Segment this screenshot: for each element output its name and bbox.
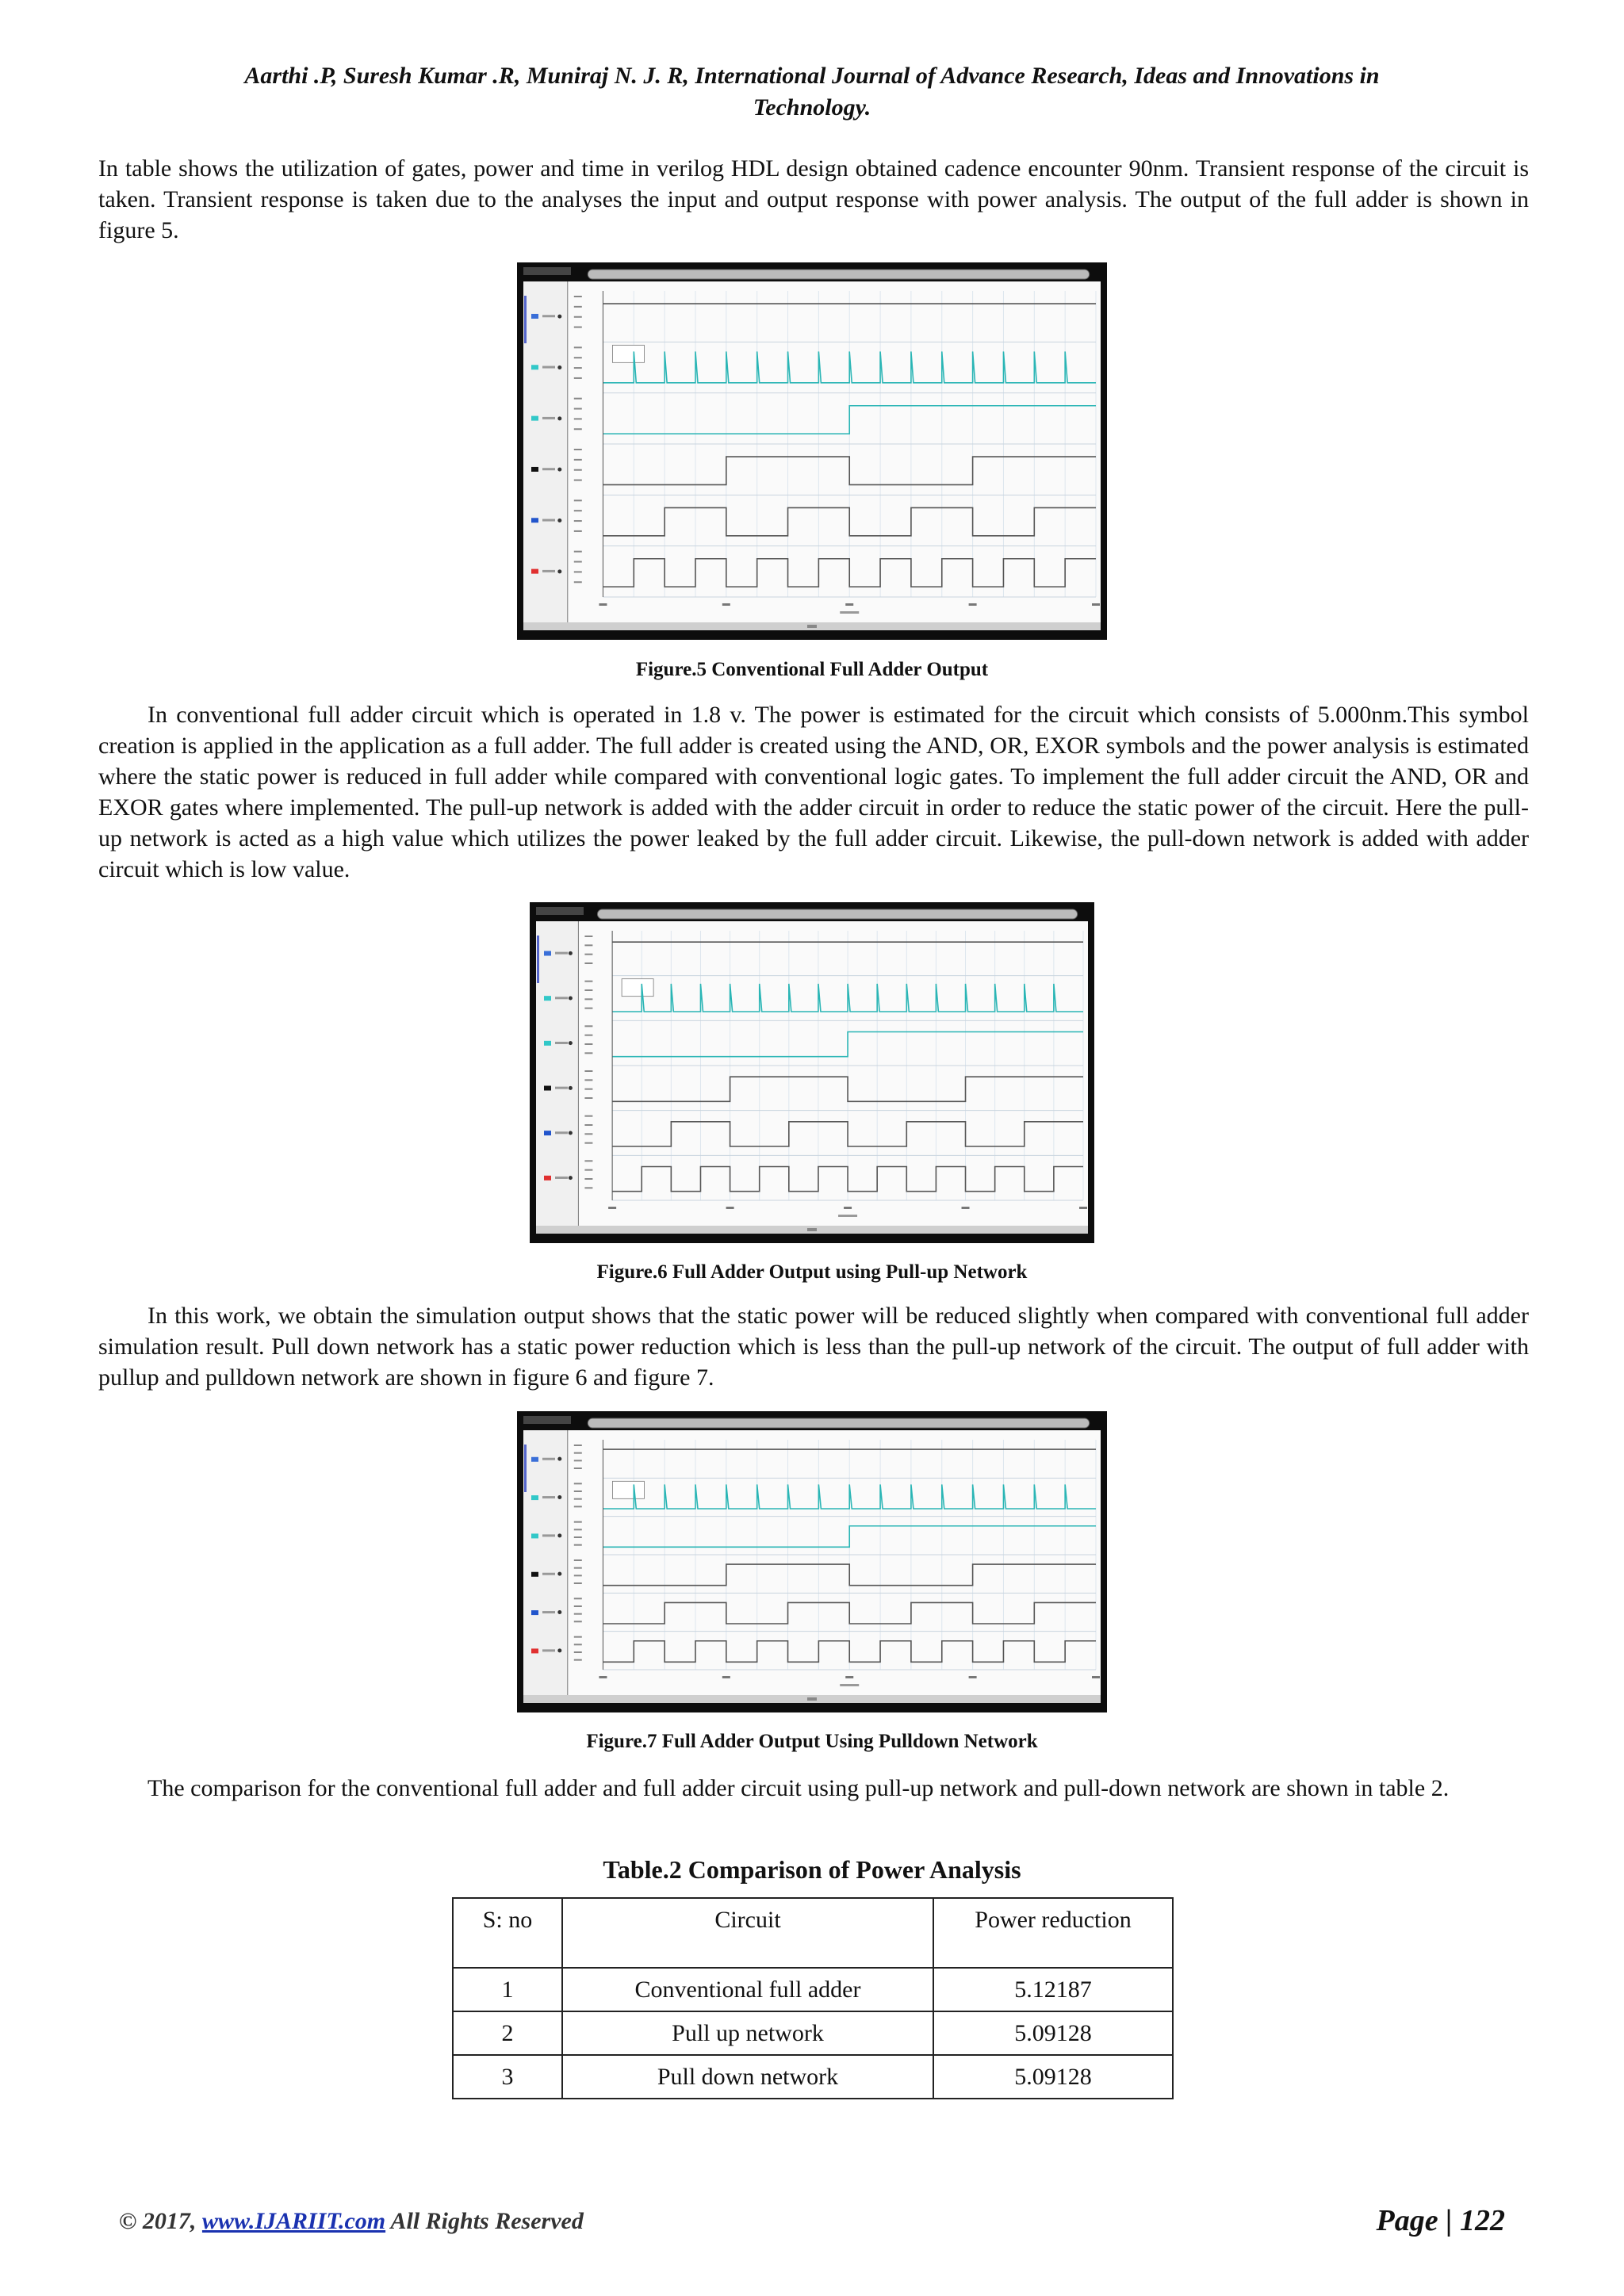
figure-7-caption: Figure.7 Full Adder Output Using Pulldown Network bbox=[586, 1731, 1038, 1752]
table-header-row bbox=[453, 1898, 1173, 1968]
cell-sno: 2 bbox=[453, 2011, 562, 2055]
figure-5-caption: Figure.5 Conventional Full Adder Output bbox=[635, 659, 989, 680]
figure-6-waveform bbox=[530, 902, 1094, 1243]
cell-circuit: Conventional full adder bbox=[562, 1968, 933, 2011]
col-header-sno: S: no bbox=[453, 1898, 562, 1968]
table-row bbox=[453, 1968, 1173, 2011]
table-row bbox=[453, 2011, 1173, 2055]
waveform-viewer bbox=[517, 262, 1107, 640]
copyright-suffix: All Rights Reserved bbox=[385, 2208, 584, 2234]
cell-sno: 1 bbox=[453, 1968, 562, 2011]
power-comparison-table bbox=[452, 1897, 1174, 2099]
figure-7-waveform bbox=[517, 1411, 1107, 1712]
paragraph-3: In this work, we obtain the simulation output shows that the static power will be reduced slightly when compared with conventional full adder simulation result. Pull down network has a static power reduction which is less than the pull-up network of the circuit. The output of full adder with pullup and pulldown network are shown in figure 6 and figure 7. bbox=[98, 1303, 1529, 1391]
copyright-prefix: © 2017, bbox=[119, 2208, 202, 2234]
cell-power: 5.09128 bbox=[933, 2055, 1173, 2099]
figure-5-waveform bbox=[517, 262, 1107, 640]
cell-circuit: Pull up network bbox=[562, 2011, 933, 2055]
page-number: Page | 122 bbox=[1376, 2204, 1505, 2237]
table-row bbox=[453, 2055, 1173, 2099]
waveform-viewer bbox=[530, 902, 1094, 1243]
cell-sno: 3 bbox=[453, 2055, 562, 2099]
col-header-power: Power reduction bbox=[933, 1898, 1173, 1968]
paragraph-4: The comparison for the conventional full adder and full adder circuit using pull-up network and pull-down network are shown in table 2. bbox=[147, 1775, 1450, 1801]
cell-power: 5.09128 bbox=[933, 2011, 1173, 2055]
table-2-title: Table.2 Comparison of Power Analysis bbox=[603, 1855, 1021, 1884]
header-line-2: Technology. bbox=[753, 94, 871, 121]
col-header-circuit: Circuit bbox=[562, 1898, 933, 1968]
running-header bbox=[127, 60, 1497, 124]
copyright-footer bbox=[119, 2206, 584, 2237]
cell-circuit: Pull down network bbox=[562, 2055, 933, 2099]
journal-link[interactable]: www.IJARIIT.com bbox=[201, 2208, 386, 2234]
waveform-viewer bbox=[517, 1411, 1107, 1712]
cell-power: 5.12187 bbox=[933, 1968, 1173, 2011]
paragraph-1: In table shows the utilization of gates, power and time in verilog HDL design obtained cadence encounter 90nm. Transient response of the circuit is taken. Transient response is taken due to the analyses the input and output response with power analysis. The output of the full adder is shown in figure 5. bbox=[98, 155, 1529, 243]
paragraph-2: In conventional full adder circuit which is operated in 1.8 v. The power is estimated for the circuit which consists of 5.000nm.This symbol creation is applied in the application as a full adder. The full adder is created using the AND, OR, EXOR symbols and the power analysis is estimated where the static power is reduced in full adder while compared with conventional logic gates. To implement the full adder circuit the AND, OR and EXOR gates where implemented. The pull-up network is added with the adder circuit in order to reduce the static power of the circuit. Here the pull-up network is acted as a high value which utilizes the power leaked by the full adder circuit. Likewise, the pull-down network is added with adder circuit which is low value. bbox=[98, 702, 1529, 882]
figure-6-caption: Figure.6 Full Adder Output using Pull-up Network bbox=[596, 1261, 1028, 1283]
header-line-1: Aarthi .P, Suresh Kumar .R, Muniraj N. J. R, International Journal of Advance Research, Ideas and Innovations in bbox=[244, 63, 1380, 89]
